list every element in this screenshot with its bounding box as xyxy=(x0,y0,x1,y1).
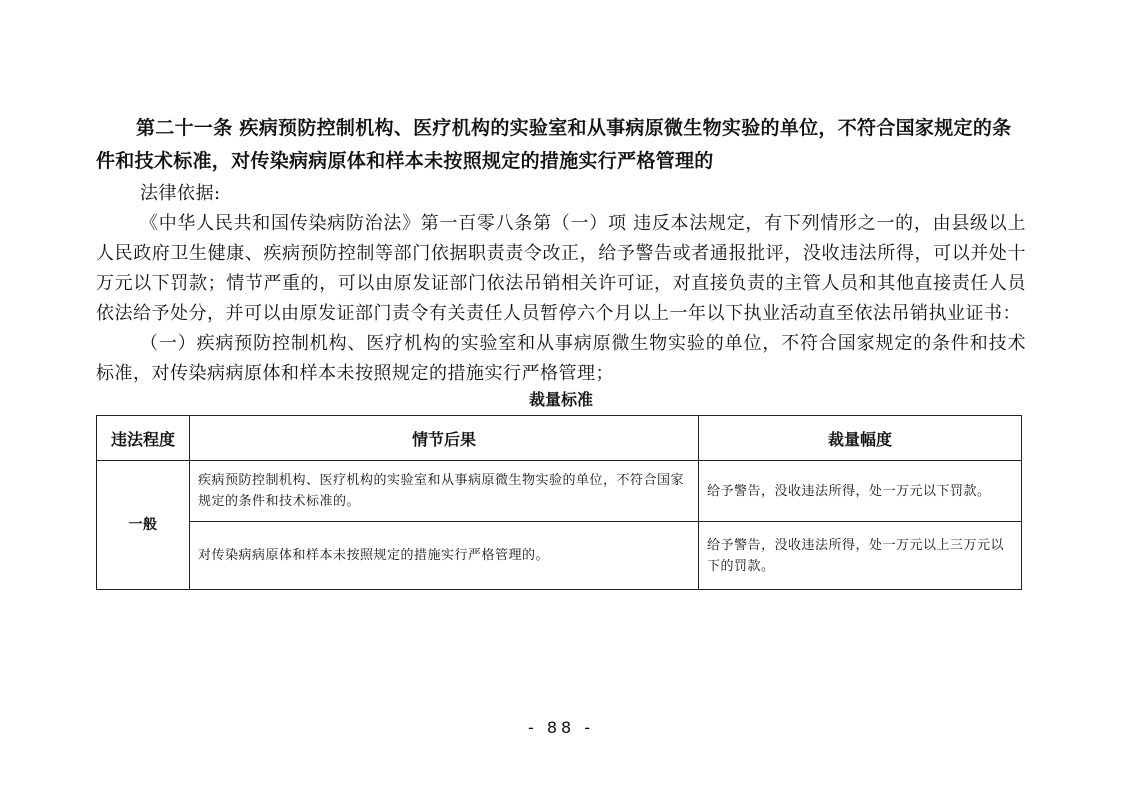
header-violation-degree: 违法程度 xyxy=(97,416,190,461)
circumstance-cell: 疾病预防控制机构、医疗机构的实验室和从事病原微生物实验的单位，不符合国家规定的条件和技术标准的。 xyxy=(190,461,699,522)
violation-degree-cell: 一般 xyxy=(97,461,190,590)
table-row xyxy=(97,461,1022,522)
penalty-cell: 给予警告，没收违法所得，处一万元以下罚款。 xyxy=(699,461,1022,522)
legal-basis-label: 法律依据: xyxy=(140,183,221,204)
page-number: - 88 - xyxy=(527,718,595,737)
penalty-cell: 给予警告，没收违法所得，处一万元以上三万元以下的罚款。 xyxy=(699,522,1022,590)
header-circumstance: 情节后果 xyxy=(190,416,699,461)
page-content xyxy=(96,112,1026,590)
discretion-standard-table xyxy=(96,415,1022,590)
circumstance-cell: 对传染病病原体和样本未按照规定的措施实行严格管理的。 xyxy=(190,522,699,590)
table-title: 裁量标准 xyxy=(528,390,593,409)
table-row xyxy=(97,522,1022,590)
law-text: 《中华人民共和国传染病防治法》第一百零八条第（一）项 违反本法规定，有下列情形之一的，由县级以上人民政府卫生健康、疾病预防控制等部门依据职责责令改正，给予警告或者通报批评，没收违法所得，可以并处十万元以下罚款；情节严重的，可以由原发证部门依法吊销相关许可证，对直接负责的主管人员和其他直接责任人员依法给予处分，并可以由原发证部门责令有关责任人员暂停六个月以上一年以下执业活动直至依法吊销执业证书： xyxy=(96,213,1026,324)
table-header-row xyxy=(97,416,1022,461)
article-heading: 第二十一条 疾病预防控制机构、医疗机构的实验室和从事病原微生物实验的单位，不符合国家规定的条件和技术标准，对传染病病原体和样本未按照规定的措施实行严格管理的 xyxy=(96,117,1012,172)
header-penalty-range: 裁量幅度 xyxy=(699,416,1022,461)
item-text: （一）疾病预防控制机构、医疗机构的实验室和从事病原微生物实验的单位，不符合国家规定的条件和技术标准，对传染病病原体和样本未按照规定的措施实行严格管理； xyxy=(96,333,1026,384)
